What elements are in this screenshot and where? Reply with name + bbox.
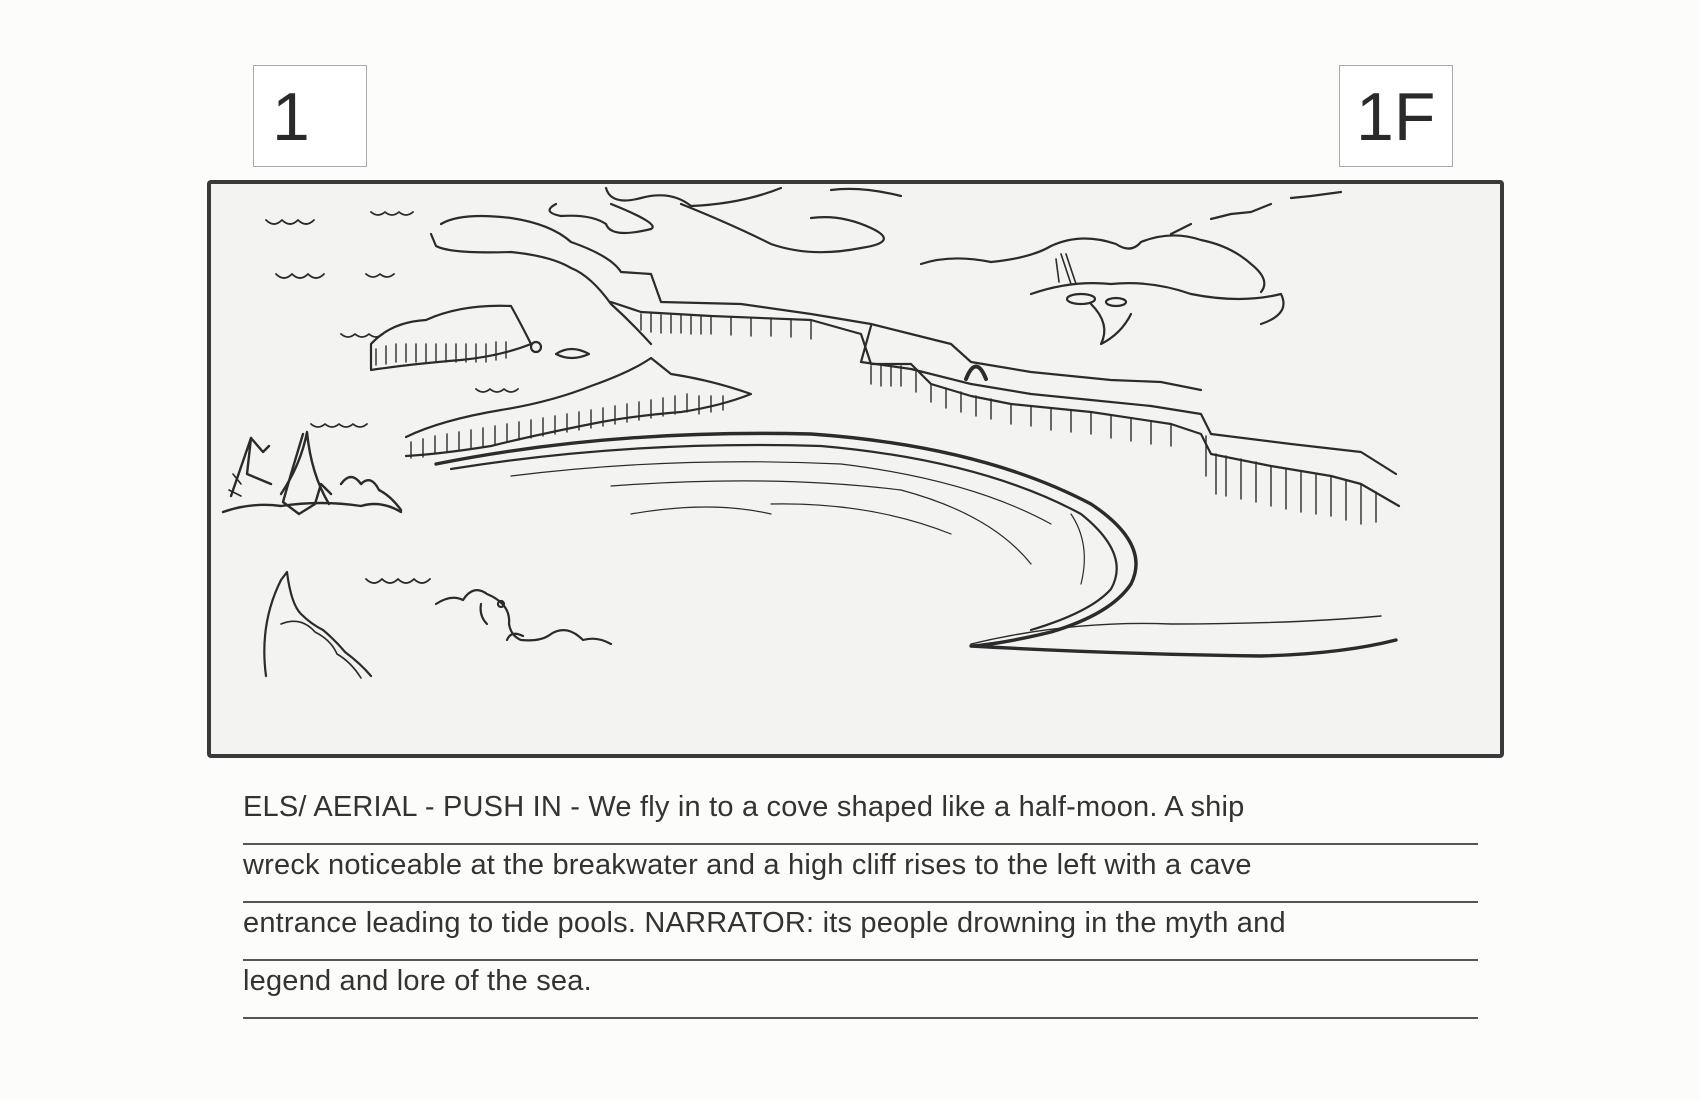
note-line-2: wreck noticeable at the breakwater and a high cliff rises to the left with a cave (243, 845, 1478, 903)
scene-number: 1 (272, 79, 310, 155)
cove-sketch-drawing (211, 184, 1500, 754)
wave-marks (266, 212, 518, 583)
shipwreck (223, 432, 401, 514)
note-line-4: legend and lore of the sea. (243, 961, 1478, 1019)
storyboard-frame (207, 180, 1504, 758)
panel-number-box (1339, 65, 1453, 167)
scene-number-box (253, 65, 367, 167)
panel-number: 1F (1356, 79, 1436, 155)
action-notes (243, 787, 1478, 1019)
note-line-1: ELS/ AERIAL - PUSH IN - We fly in to a cove shaped like a half-moon. A ship (243, 787, 1478, 845)
note-line-3: entrance leading to tide pools. NARRATOR: its people drowning in the myth and (243, 903, 1478, 961)
